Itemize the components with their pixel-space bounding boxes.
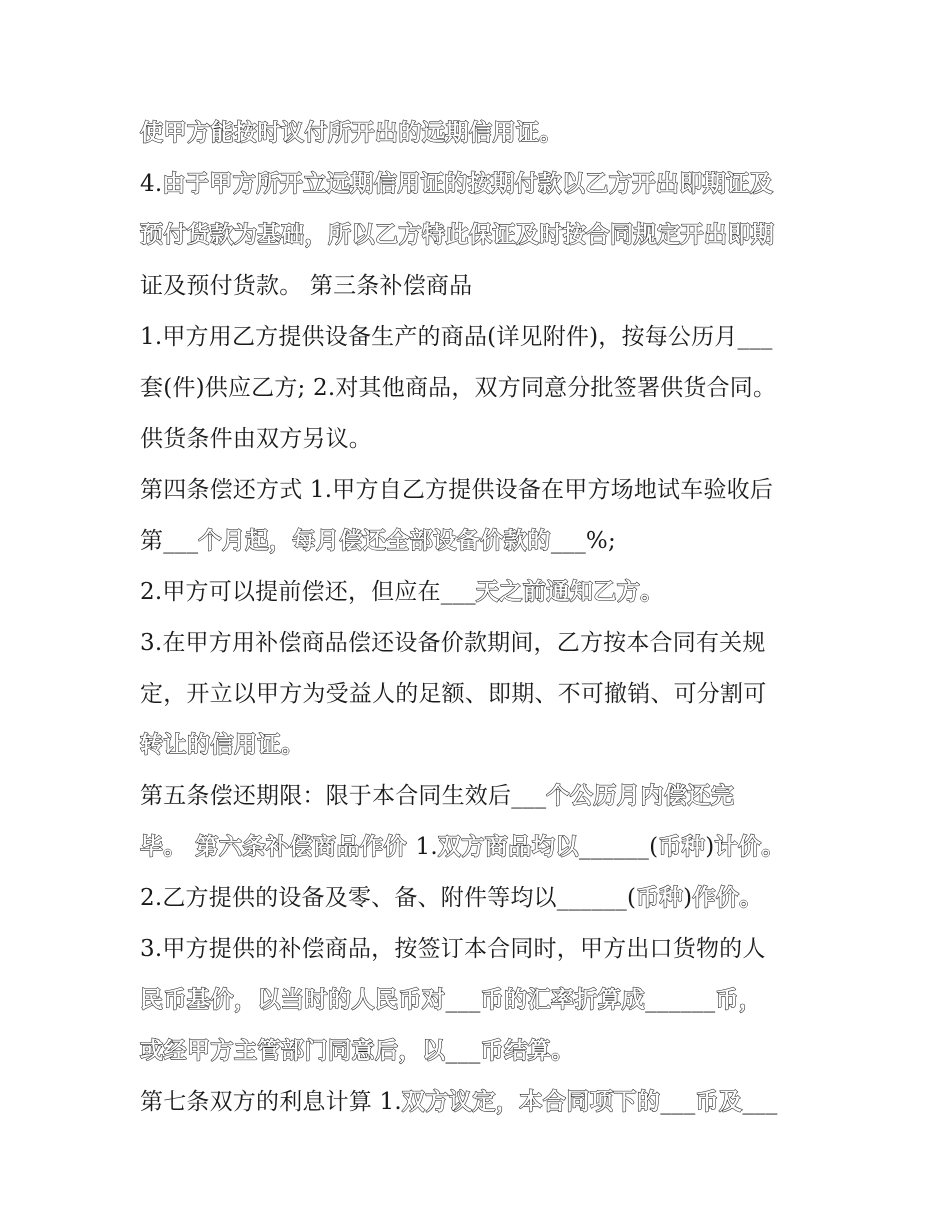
text-segment: 第四条偿还方式 1.甲方自乙方提供设备在甲方场地试车验收后 (140, 477, 774, 503)
stylized-text-segment: 币结算。 (480, 1038, 575, 1064)
text-segment: 供货条件由双方另议。 (140, 426, 372, 452)
text-segment: 1.甲方用乙方提供设备生产的商品(详见附件)，按每公历月___ (140, 324, 773, 350)
text-line (140, 669, 820, 720)
text-line (140, 159, 820, 210)
stylized-text-segment: 预付货款为基础，所以乙方特此保证及时按合同规定开出即期 (140, 222, 775, 248)
text-line (140, 720, 820, 771)
text-line (140, 873, 820, 924)
text-line (140, 822, 820, 873)
text-line (140, 975, 820, 1026)
text-line (140, 771, 820, 822)
text-segment: 3.甲方提供的补偿商品，按签订本合同时，甲方出口货物的人 (140, 936, 766, 962)
text-line (140, 312, 820, 363)
text-segment: ___ (742, 1089, 778, 1115)
stylized-text-segment: 双方商品均以 (437, 834, 579, 860)
text-segment: 3.在甲方用补偿商品偿还设备价款期间，乙方按本合同有关规 (140, 630, 766, 656)
text-line (140, 1077, 820, 1128)
text-segment: ___%; (550, 528, 616, 554)
text-line (140, 516, 820, 567)
text-segment: ___ (445, 987, 481, 1013)
stylized-text-segment: 计价。 (714, 834, 785, 860)
text-segment: 第七条双方的利息计算 1. (140, 1089, 402, 1115)
text-line (140, 261, 820, 312)
text-segment: 2.乙方提供的设备及零、备、附件等均以______( (140, 885, 637, 911)
stylized-text-segment: 个月起，每月偿还全部设备价款的 (198, 528, 551, 554)
text-segment: 定，开立以甲方为受益人的足额、即期、不可撤销、可分割可 (140, 681, 767, 707)
stylized-text-segment: 天之前通知乙方。 (475, 579, 664, 605)
stylized-text-segment: 或经甲方主管部门同意后，以 (140, 1038, 446, 1064)
text-segment: 2.甲方可以提前偿还，但应在___ (140, 579, 476, 605)
stylized-text-segment: 民币基价，以当时的人民币对 (140, 987, 446, 1013)
text-line (140, 363, 820, 414)
text-segment: 1. (415, 834, 438, 860)
text-segment: 证及预付货款。 第三条补偿商品 (140, 273, 473, 299)
stylized-text-segment: 币种 (658, 834, 706, 860)
stylized-text-segment: 双方议定，本合同项下的 (401, 1089, 661, 1115)
text-segment: ______ (645, 987, 716, 1013)
text-segment: 第___ (140, 528, 199, 554)
text-segment: 套(件)供应乙方; 2.对其他商品，双方同意分批签署供货合同。 (140, 375, 777, 401)
text-segment: ______( (578, 834, 659, 860)
text-line (140, 1026, 820, 1077)
text-segment: 第五条偿还期限：限于本合同生效后___ (140, 783, 547, 809)
text-line (140, 210, 820, 261)
text-line (140, 108, 820, 159)
text-segment: ___ (660, 1089, 696, 1115)
text-line (140, 924, 820, 975)
stylized-text-segment: 币种 (636, 885, 684, 911)
stylized-text-segment: 转让的信用证。 (140, 732, 305, 758)
text-segment: ___ (445, 1038, 481, 1064)
contract-body-text (140, 108, 820, 1128)
text-segment: ) (705, 834, 715, 860)
stylized-text-segment: 币， (715, 987, 763, 1013)
text-line (140, 414, 820, 465)
stylized-text-segment: 币及 (695, 1089, 743, 1115)
text-line (140, 618, 820, 669)
text-line (140, 567, 820, 618)
stylized-text-segment: 币的汇率折算成 (480, 987, 646, 1013)
stylized-text-segment: 使甲方能按时议付所开出的远期信用证。 (140, 120, 563, 146)
text-segment: 4. (140, 171, 163, 197)
text-line (140, 465, 820, 516)
text-segment: ) (683, 885, 693, 911)
stylized-text-segment: 作价。 (692, 885, 763, 911)
stylized-text-segment: 由于甲方所开立远期信用证的按期付款以乙方开出即期证及 (162, 171, 774, 197)
stylized-text-segment: 毕。 第六条补偿商品作价 (140, 834, 416, 860)
stylized-text-segment: 个公历月内偿还完 (546, 783, 735, 809)
